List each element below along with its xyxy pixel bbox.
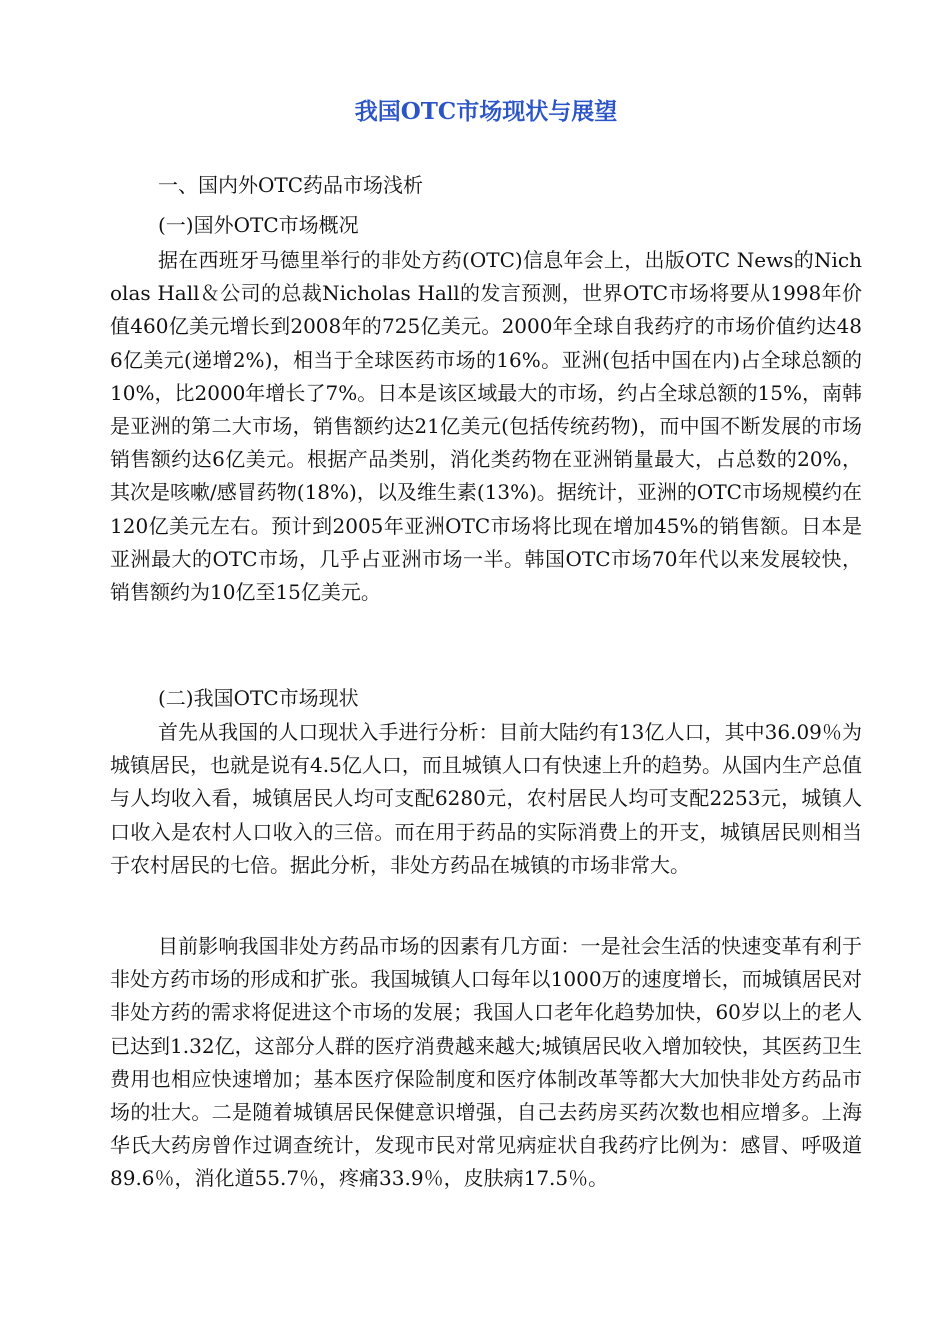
subsection-heading-2: (二)我国OTC市场现状 [158, 686, 359, 710]
subsection-heading-1: (一)国外OTC市场概况 [158, 213, 359, 237]
paragraph-1: 据在西班牙马德里举行的非处方药(OTC)信息年会上，出版OTC News的Nicholas Hall＆公司的总裁Nicholas Hall的发言预测，世界OTC市场将要从1998年价值460亿美元增长到2008年的725亿美元。2000年全球自我药疗的市场价值约达486亿美元(递增2%)，相当于全球医药市场的16%。亚洲(包括中国在内)占全球总额的10%，比2000年增长了7%。日本是该区域最大的市场，约占全球总额的15%，南韩是亚洲的第二大市场，销售额约达21亿美元(包括传统药物)，而中国不断发展的市场销售额约达6亿美元。根据产品类别，消化类药物在亚洲销量最大，占总数的20%，其次是咳嗽/感冒药物(18%)，以及维生素(13%)。据统计，亚洲的OTC市场规模约在120亿美元左右。预计到2005年亚洲OTC市场将比现在增加45%的销售额。日本是亚洲最大的OTC市场，几乎占亚洲市场一半。韩国OTC市场70年代以来发展较快，销售额约为10亿至15亿美元。 [110, 248, 862, 605]
paragraph-3: 目前影响我国非处方药品市场的因素有几方面：一是社会生活的快速变革有利于非处方药市场的形成和扩张。我国城镇人口每年以1000万的速度增长，而城镇居民对非处方药的需求将促进这个市场的发展；我国人口老年化趋势加快，60岁以上的老人已达到1.32亿，这部分人群的医疗消费越来越大;城镇居民收入增加较快，其医药卫生费用也相应快速增加；基本医疗保险制度和医疗体制改革等都大大加快非处方药品市场的壮大。二是随着城镇居民保健意识增强，自己去药房买药次数也相应增多。上海华氏大药房曾作过调查统计，发现市民对常见病症状自我药疗比例为：感冒、呼吸道89.6％，消化道55.7％，疼痛33.9％，皮肤病17.5％。 [110, 934, 862, 1191]
section-heading-1: 一、国内外OTC药品市场浅析 [158, 173, 424, 197]
paragraph-2: 首先从我国的人口现状入手进行分析：目前大陆约有13亿人口，其中36.09％为城镇居民，也就是说有4.5亿人口，而且城镇人口有快速上升的趋势。从国内生产总值与人均收入看，城镇居民人均可支配6280元，农村居民人均可支配2253元，城镇人口收入是农村人口收入的三倍。而在用于药品的实际消费上的开支，城镇居民则相当于农村居民的七倍。据此分析，非处方药品在城镇的市场非常大。 [110, 720, 862, 877]
document-title: 我国OTC市场现状与展望 [354, 98, 618, 125]
